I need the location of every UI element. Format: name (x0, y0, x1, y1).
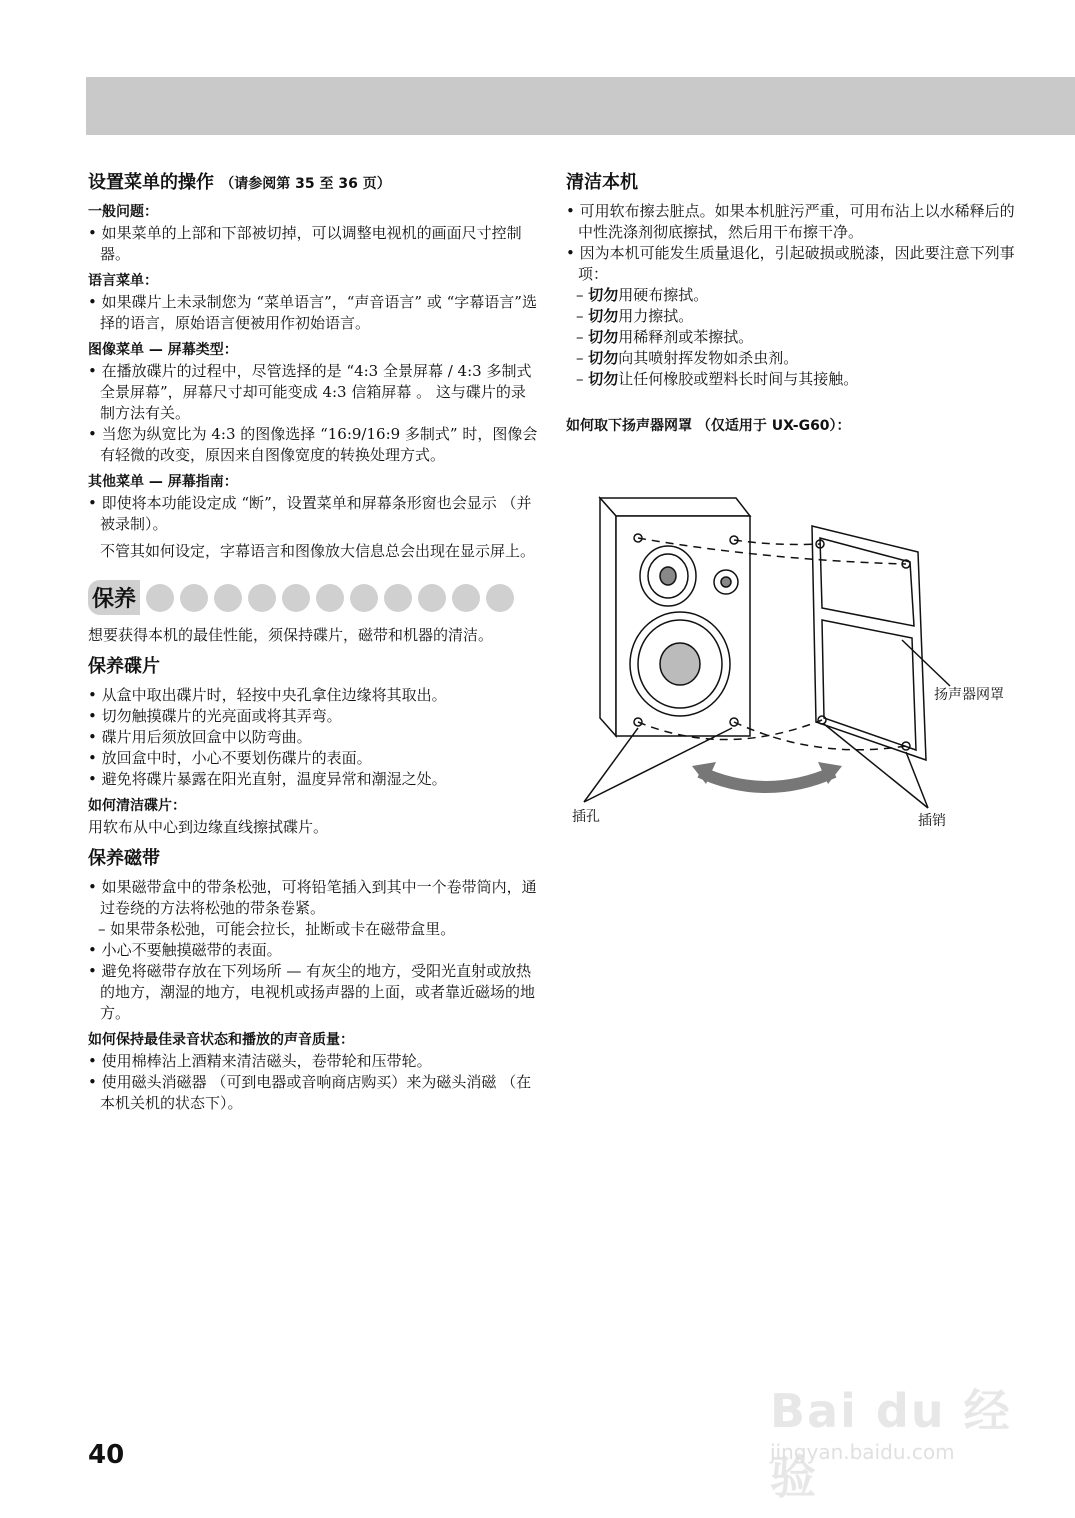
language-heading: 语言菜单： (88, 273, 158, 289)
disc-care-heading: 保养碟片 (88, 656, 160, 677)
quality-list (88, 1051, 538, 1114)
baidu-watermark (760, 1360, 1020, 1504)
watermark-brand: Bai du 经验 (770, 1384, 1012, 1504)
general-list (88, 223, 538, 265)
list-item: • 从盒中取出碟片时，轻按中央孔拿住边缘将其取出。 (88, 685, 538, 706)
disc-clean-heading: 如何清洁碟片： (88, 798, 186, 814)
list-item: • 当您为纵宽比为 4:3 的图像选择 “16:9/16:9 多制式” 时，图像会有轻微的改变，原因来自图像宽度的转换处理方式。 (88, 424, 538, 466)
other-note: 不管其如何设定，字幕语言和图像放大信息总会出现在显示屏上。 (100, 542, 536, 560)
list-item: • 使用磁头消磁器 （可到电器或音响商店购买）来为磁头消磁 （在本机关机的状态下）。 (88, 1072, 538, 1114)
list-item: • 避免将磁带存放在下列场所 — 有灰尘的地方，受阳光直射或放热的地方，潮湿的地方，电视机或扬声器的上面，或者靠近磁场的地方。 (88, 961, 538, 1024)
picture-heading: 图像菜单 — 屏幕类型： (88, 342, 238, 358)
watermark-url: jingyan.baidu.com (770, 1440, 955, 1464)
clean-unit-list (566, 201, 1026, 390)
quality-heading: 如何保持最佳录音状态和播放的声音质量： (88, 1032, 354, 1048)
other-list (88, 493, 538, 535)
pin-label: 插销 (918, 813, 946, 829)
maintenance-intro: 想要获得本机的最佳性能，须保持碟片，磁带和机器的清洁。 (88, 626, 494, 644)
speaker-illustration (566, 490, 1026, 840)
disc-clean-text: 用软布从中心到边缘直线擦拭碟片。 (88, 818, 329, 836)
right-column (566, 170, 1026, 437)
speaker-grille-diagram (566, 490, 1026, 840)
list-item: • 放回盒中时，小心不要划伤碟片的表面。 (88, 748, 538, 769)
caution-item: – 切勿向其喷射挥发物如杀虫剂。 (566, 348, 1026, 369)
page-number: 40 (88, 1440, 125, 1470)
maintenance-title: 保养 (88, 580, 140, 615)
list-item: • 如果菜单的上部和下部被切掉，可以调整电视机的画面尺寸控制器。 (88, 223, 538, 265)
language-list (88, 292, 538, 334)
caution-item: – 切勿用硬布擦拭。 (566, 285, 1026, 306)
decorative-dots (146, 584, 514, 612)
list-item: • 使用棉棒沾上酒精来清洁磁头，卷带轮和压带轮。 (88, 1051, 538, 1072)
list-subitem: – 如果带条松弛，可能会拉长，扯断或卡在磁带盒里。 (88, 919, 538, 940)
caution-item: – 切勿用稀释剂或苯擦拭。 (566, 327, 1026, 348)
list-item: • 即使将本功能设定成 “断”，设置菜单和屏幕条形窗也会显示 （并被录制）。 (88, 493, 538, 535)
setup-menu-heading: 设置菜单的操作 （请参阅第 35 至 36 页） (88, 172, 391, 193)
clean-unit-heading: 清洁本机 (566, 172, 638, 193)
left-column (88, 170, 538, 1120)
general-heading: 一般问题： (88, 204, 158, 220)
list-item: • 因为本机可能发生质量退化，引起破损或脱漆，因此要注意下列事项： (566, 243, 1026, 285)
other-heading: 其他菜单 — 屏幕指南： (88, 474, 238, 490)
header-bar (86, 77, 1075, 135)
tape-care-heading: 保养磁带 (88, 848, 160, 869)
caution-item: – 切勿让任何橡胶或塑料长时间与其接触。 (566, 369, 1026, 390)
grille-label: 扬声器网罩 (934, 687, 1004, 703)
list-item: • 小心不要触摸磁带的表面。 (88, 940, 538, 961)
list-item: • 在播放碟片的过程中，尽管选择的是 “4:3 全景屏幕 / 4:3 多制式全景屏幕”，屏幕尺寸却可能变成 4:3 信箱屏幕 。 这与碟片的录制方法有关。 (88, 361, 538, 424)
list-item: • 切勿触摸碟片的光亮面或将其弄弯。 (88, 706, 538, 727)
list-item: • 可用软布擦去脏点。如果本机脏污严重，可用布沾上以水稀释后的中性洗涤剂彻底擦拭，然后用干布擦干净。 (566, 201, 1026, 243)
maintenance-section-head (88, 580, 538, 615)
list-item: • 如果磁带盒中的带条松弛，可将铅笔插入到其中一个卷带筒内，通过卷绕的方法将松弛的带条卷紧。 (88, 877, 538, 919)
picture-list (88, 361, 538, 466)
list-item: • 如果碟片上未录制您为 “菜单语言”，“声音语言” 或 “字幕语言”选择的语言，原始语言便被用作初始语言。 (88, 292, 538, 334)
disc-care-list (88, 685, 538, 790)
grille-heading: 如何取下扬声器网罩 （仅适用于 UX-G60）： (566, 418, 851, 434)
tape-care-list (88, 877, 538, 1024)
list-item: • 碟片用后须放回盒中以防弯曲。 (88, 727, 538, 748)
caution-item: – 切勿用力擦拭。 (566, 306, 1026, 327)
hole-label: 插孔 (572, 809, 600, 825)
list-item: • 避免将碟片暴露在阳光直射，温度异常和潮湿之处。 (88, 769, 538, 790)
